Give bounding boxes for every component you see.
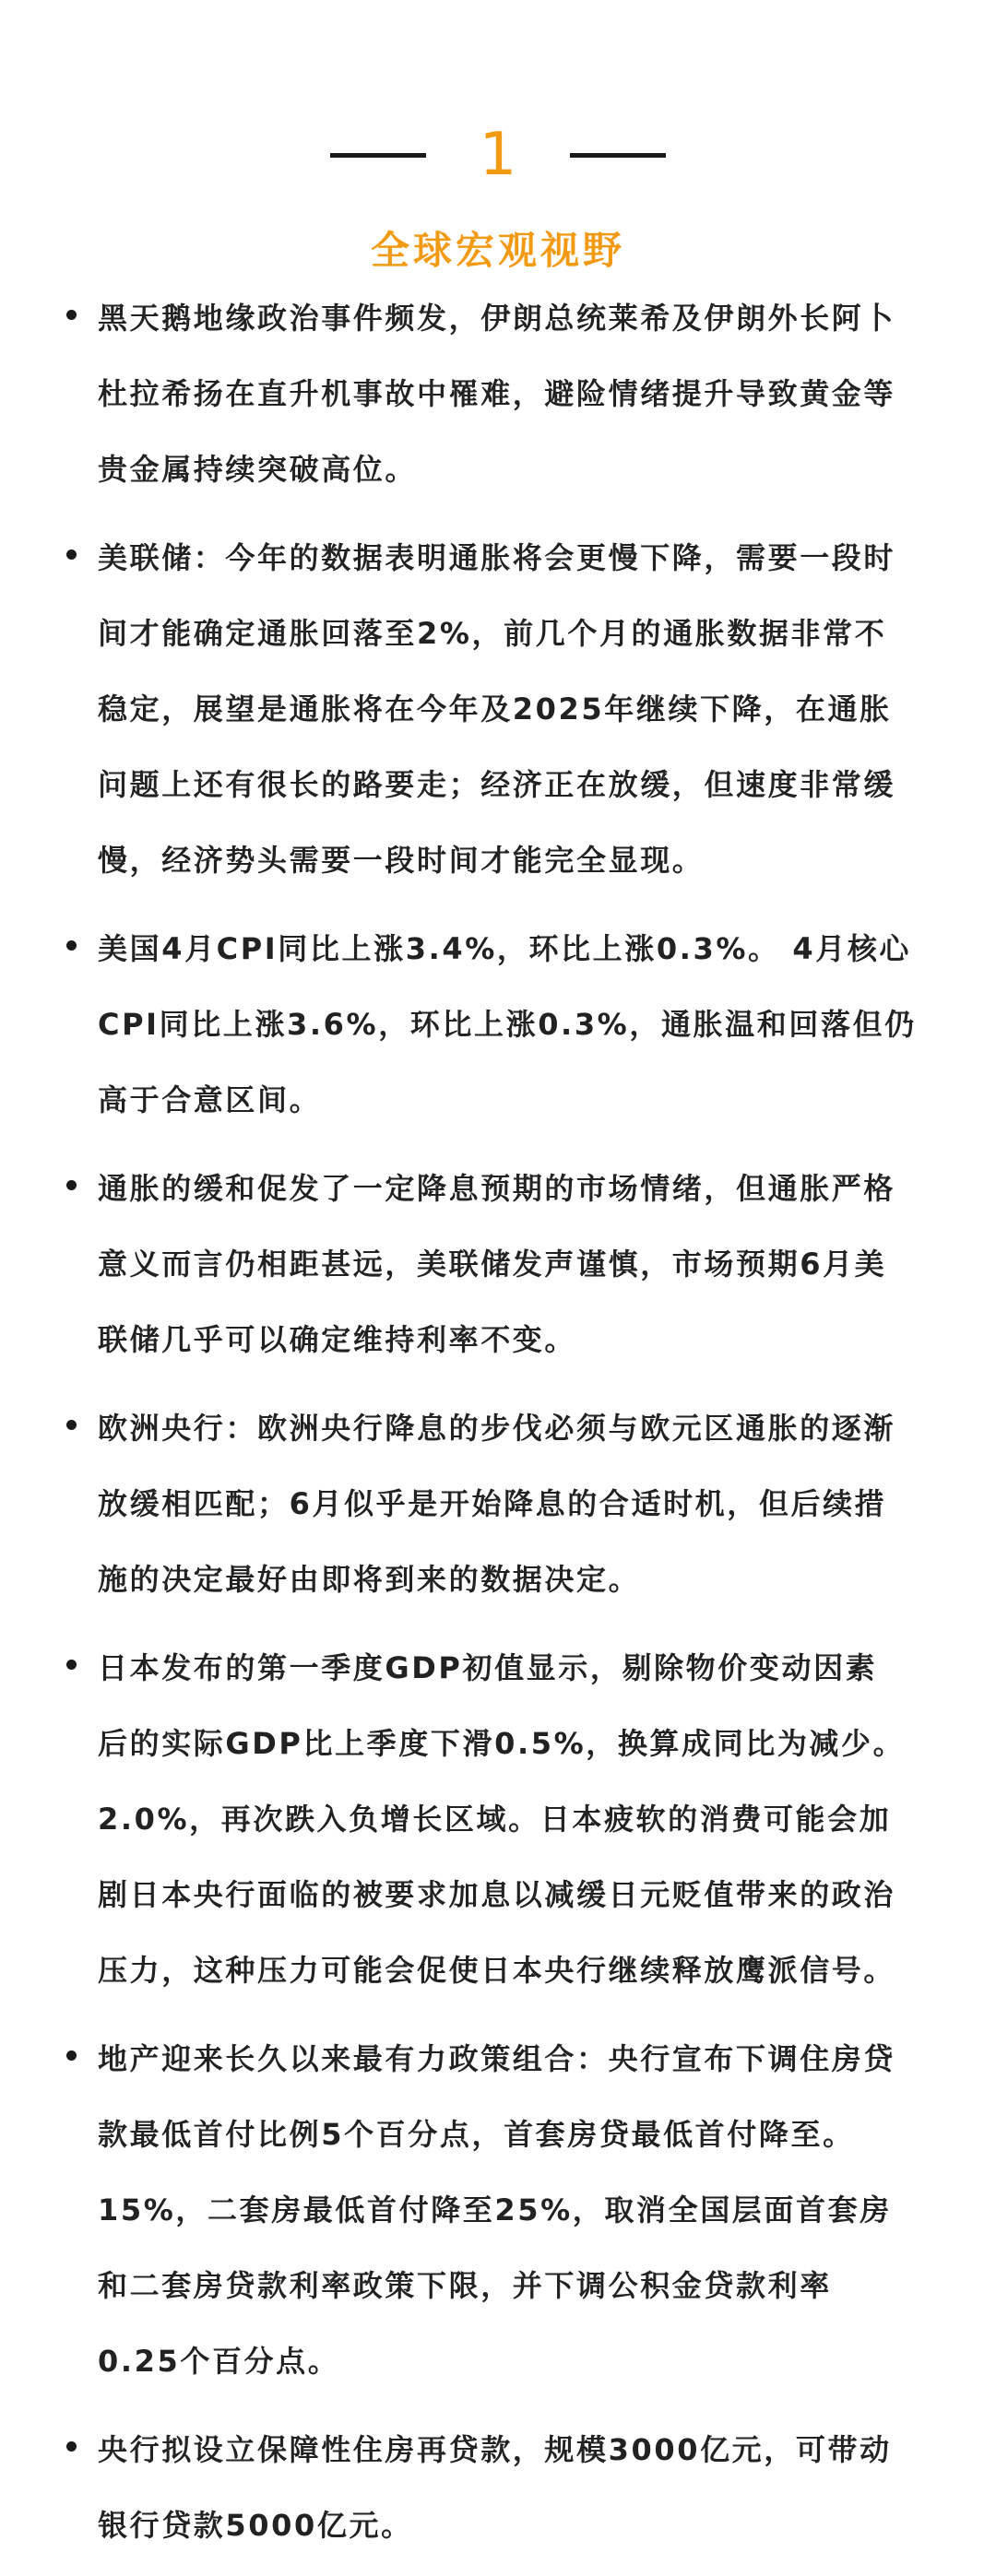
bullet-item-fed xyxy=(65,520,950,898)
bullet-item-geopolitics xyxy=(65,280,950,507)
bullet-dot-icon xyxy=(66,310,77,320)
bullet-dot-icon xyxy=(66,1420,77,1430)
bullet-item-pboc-relending xyxy=(65,2412,950,2563)
bullet-dot-icon xyxy=(66,1660,77,1670)
bullet-text: 美联储：今年的数据表明通胀将会更慢下降，需要一段时 间才能确定通胀回落至2%，前几个月的通胀数据非常不 稳定，展望是通胀将在今年及2025年继续下降，在通胀 问题上还有很长的路要走；经济正在放缓，但速度非常缓 慢，经济势头需要一段时间才能完全显现。 xyxy=(98,540,896,878)
bullet-dot-icon xyxy=(66,549,77,560)
bullet-item-ecb xyxy=(65,1390,950,1617)
bullet-text: 通胀的缓和促发了一定降息预期的市场情绪，但通胀严格 意义而言仍相距甚远，美联储发声谨慎，市场预期6月美 联储几乎可以确定维持利率不变。 xyxy=(98,1171,896,1357)
bullet-text: 地产迎来长久以来最有力政策组合：央行宣布下调住房贷 款最低首付比例5个百分点，首套房贷最低首付降至。 15%，二套房最低首付降至25%，取消全国层面首套房 和二套房贷款利率政策下限，并下调公积金贷款利率 0.25个百分点。 xyxy=(98,2041,896,2379)
bullet-item-japan-gdp xyxy=(65,1630,950,2008)
bullet-text: 日本发布的第一季度GDP初值显示，剔除物价变动因素 后的实际GDP比上季度下滑0.5%，换算成同比为减少。 2.0%，再次跌入负增长区域。日本疲软的消费可能会加 剧日本央行面临的被要求加息以减缓日元贬值带来的政治 压力，这种压力可能会促使日本央行继续释放鹰派信号。 xyxy=(98,1650,906,1988)
bullet-text: 央行拟设立保障性住房再贷款，规模3000亿元，可带动 银行贷款5000亿元。 xyxy=(98,2432,892,2543)
bullet-dot-icon xyxy=(66,940,77,951)
bullet-item-property-policy xyxy=(65,2021,950,2399)
bullet-dot-icon xyxy=(66,2441,77,2452)
bullet-text: 黑天鹅地缘政治事件频发，伊朗总统莱希及伊朗外长阿卜 杜拉希扬在直升机事故中罹难，避险情绪提升导致黄金等 贵金属持续突破高位。 xyxy=(98,301,896,487)
bullet-text: 美国4月CPI同比上涨3.4%，环比上涨0.3%。 4月核心 CPI同比上涨3.6%，环比上涨0.3%，通胀温和回落但仍 高于合意区间。 xyxy=(98,931,917,1117)
right-rule-divider xyxy=(570,153,666,158)
bullet-list xyxy=(65,280,950,2576)
bullet-text: 欧洲央行：欧洲央行降息的步伐必须与欧元区通胀的逐渐 放缓相匹配；6月似乎是开始降息的合适时机，但后续措 施的决定最好由即将到来的数据决定。 xyxy=(98,1411,896,1597)
section-number: 1 xyxy=(479,121,517,189)
bullet-dot-icon xyxy=(66,1180,77,1190)
bullet-item-rate-expectations xyxy=(65,1151,950,1377)
section-header xyxy=(0,118,996,277)
section-number-row xyxy=(0,118,996,192)
bullet-item-us-cpi xyxy=(65,911,950,1138)
section-title: 全球宏观视野 xyxy=(370,228,625,273)
left-rule-divider xyxy=(330,153,426,158)
bullet-dot-icon xyxy=(66,2050,77,2061)
